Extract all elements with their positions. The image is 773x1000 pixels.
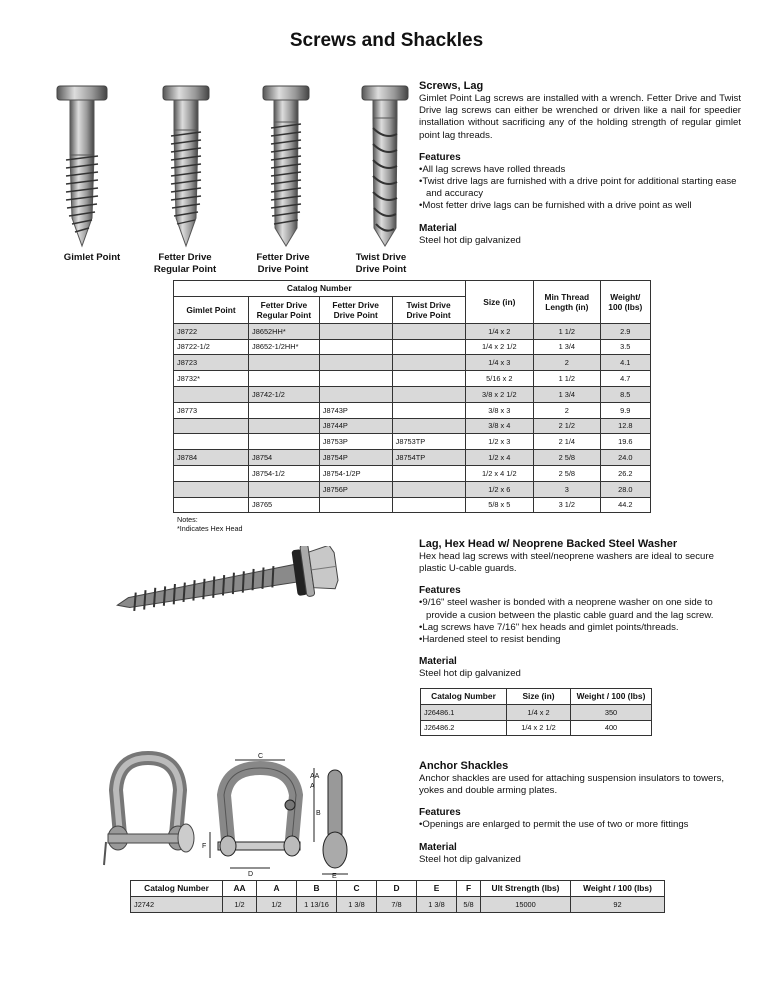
table-cell: [249, 418, 320, 434]
table-header: Size (in): [465, 281, 534, 324]
screw-caption-twist-drive: Twist Drive Drive Point: [355, 252, 407, 275]
table-cell: [174, 434, 249, 450]
table-cell: 350: [571, 704, 652, 720]
table-cell: [392, 465, 465, 481]
table-cell: 24.0: [600, 450, 650, 466]
table-cell: [319, 386, 392, 402]
table-header: Twist Drive Drive Point: [392, 296, 465, 323]
table-cell: J8743P: [319, 402, 392, 418]
list-item: • Hardened steel to resist bending: [419, 634, 741, 646]
table-row: [421, 720, 652, 736]
table-cell: 26.2: [600, 465, 650, 481]
table-cell: [392, 371, 465, 387]
table-cell: J8744P: [319, 418, 392, 434]
hex-title: Lag, Hex Head w/ Neoprene Backed Steel Washer: [419, 538, 678, 550]
table-cell: J8723: [174, 355, 249, 371]
lag-features-heading: Features: [419, 151, 461, 163]
shackle-description: Anchor shackles are used for attaching suspension insulators to towers, yokes and double arming plates.: [419, 773, 725, 797]
table-cell: 4.7: [600, 371, 650, 387]
shackle-title: Anchor Shackles: [419, 760, 509, 772]
table-row: [174, 434, 651, 450]
lag-material-heading: Material: [419, 222, 457, 234]
table-header: Fetter Drive Drive Point: [319, 296, 392, 323]
table-row: [174, 418, 651, 434]
anchor-shackle-illustration: [100, 750, 360, 880]
table-cell: [319, 339, 392, 355]
hex-section: [419, 538, 741, 680]
table-cell: 1 3/8: [417, 896, 457, 912]
table-cell: J8784: [174, 450, 249, 466]
screw-caption-fetter-drive: Fetter Drive Drive Point: [256, 252, 310, 275]
table-cell: [174, 465, 249, 481]
table-cell: [174, 481, 249, 497]
lag-notes: [177, 515, 243, 533]
table-header: D: [377, 881, 417, 897]
table-cell: [319, 355, 392, 371]
gimlet-point-screw-image: [57, 86, 107, 246]
table-cell: 12.8: [600, 418, 650, 434]
list-item: • Most fetter drive lags can be furnished with a drive point as well: [419, 200, 741, 212]
table-cell: [249, 434, 320, 450]
table-cell: 1 1/2: [534, 323, 600, 339]
table-cell: J2742: [131, 896, 223, 912]
table-cell: 92: [571, 896, 665, 912]
table-row: [174, 497, 651, 513]
table-header: B: [297, 881, 337, 897]
table-cell: 1/2 x 6: [465, 481, 534, 497]
table-row: [174, 355, 651, 371]
table-cell: 1 3/8: [337, 896, 377, 912]
hex-features-heading: Features: [419, 585, 461, 597]
table-cell: 3/8 x 2 1/2: [465, 386, 534, 402]
screw-caption-gimlet: Gimlet Point: [63, 252, 121, 263]
table-cell: [174, 386, 249, 402]
diagram-label-d: D: [248, 871, 254, 878]
table-cell: 1/4 x 2: [507, 704, 571, 720]
table-cell: 4.1: [600, 355, 650, 371]
anchor-shackle-photo: [104, 758, 194, 865]
table-header: Catalog Number: [421, 689, 507, 705]
table-row: [174, 402, 651, 418]
table-header: AA: [223, 881, 257, 897]
table-cell: J8765: [249, 497, 320, 513]
table-row: [174, 339, 651, 355]
table-cell: 3/8 x 3: [465, 402, 534, 418]
hex-catalog-table: [420, 688, 652, 736]
table-cell: 2 1/2: [534, 418, 600, 434]
table-cell: 44.2: [600, 497, 650, 513]
table-cell: 3.5: [600, 339, 650, 355]
list-item: • Lag screws have 7/16" hex heads and gimlet points/threads.: [419, 622, 741, 634]
table-cell: J8753P: [319, 434, 392, 450]
hex-material-heading: Material: [419, 656, 457, 668]
table-cell: 2 5/8: [534, 465, 600, 481]
lag-material-text: Steel hot dip galvanized: [419, 234, 521, 246]
table-header: E: [417, 881, 457, 897]
table-cell: 1/2: [223, 896, 257, 912]
shackle-catalog-table: [130, 880, 665, 913]
table-cell: 19.6: [600, 434, 650, 450]
table-cell: 1 13/16: [297, 896, 337, 912]
table-header: Weight/ 100 (lbs): [600, 281, 650, 324]
table-cell: J8773: [174, 402, 249, 418]
table-header: Catalog Number: [131, 881, 223, 897]
table-cell: 1/4 x 3: [465, 355, 534, 371]
shackle-section: [419, 760, 741, 866]
shackle-features-heading: Features: [419, 807, 461, 819]
diagram-label-c: C: [258, 753, 264, 760]
table-cell: [319, 497, 392, 513]
table-cell: 2 5/8: [534, 450, 600, 466]
table-cell: 1/4 x 2 1/2: [507, 720, 571, 736]
hex-features-list: [419, 597, 741, 646]
table-row: [421, 704, 652, 720]
table-cell: [174, 497, 249, 513]
table-cell: [249, 371, 320, 387]
table-cell: 1/2 x 3: [465, 434, 534, 450]
twist-drive-drive-point-screw-image: [362, 86, 408, 246]
table-cell: [319, 371, 392, 387]
table-cell: J8754P: [319, 450, 392, 466]
list-item: • 9/16" steel washer is bonded with a neoprene washer on one side to provide a cusion between the plastic cable guard and the lag screw.: [419, 597, 741, 621]
lag-section: [419, 80, 741, 247]
table-cell: 1/4 x 2: [465, 323, 534, 339]
table-cell: [249, 402, 320, 418]
table-cell: J8754TP: [392, 450, 465, 466]
table-cell: J8732*: [174, 371, 249, 387]
table-cell: 2: [534, 355, 600, 371]
table-cell: 400: [571, 720, 652, 736]
table-cell: 3/8 x 4: [465, 418, 534, 434]
table-cell: 1 3/4: [534, 386, 600, 402]
table-cell: J8756P: [319, 481, 392, 497]
table-header: Size (in): [507, 689, 571, 705]
table-cell: J8722: [174, 323, 249, 339]
lag-screws-illustration: [50, 78, 420, 253]
table-cell: [392, 339, 465, 355]
table-cell: 1/2 x 4 1/2: [465, 465, 534, 481]
table-cell: 8.5: [600, 386, 650, 402]
table-cell: 5/8 x 5: [465, 497, 534, 513]
notes-heading: Notes:: [177, 515, 198, 524]
table-cell: [174, 418, 249, 434]
table-cell: J26486.1: [421, 704, 507, 720]
table-cell: 7/8: [377, 896, 417, 912]
table-cell: 1/2: [257, 896, 297, 912]
shackle-features-list: [419, 819, 741, 831]
table-row: [131, 896, 665, 912]
diagram-label-aa: AA: [310, 773, 320, 780]
table-cell: J8753TP: [392, 434, 465, 450]
list-item: • Openings are enlarged to permit the use of two or more fittings: [419, 819, 741, 831]
screw-caption-fetter-regular: Fetter Drive Regular Point: [153, 252, 217, 275]
lag-features-list: [419, 164, 741, 213]
table-header: Weight / 100 (lbs): [571, 881, 665, 897]
anchor-shackle-dimension-diagram: [210, 760, 348, 874]
table-cell: [392, 323, 465, 339]
table-cell: J8722-1/2: [174, 339, 249, 355]
hex-material-text: Steel hot dip galvanized: [419, 668, 521, 680]
table-cell: [392, 402, 465, 418]
page-title: Screws and Shackles: [289, 30, 484, 51]
table-row: [174, 371, 651, 387]
table-header: Min Thread Length (in): [534, 281, 600, 324]
hex-head-lag-screw-illustration: [105, 546, 345, 616]
table-header: F: [457, 881, 481, 897]
table-cell: J8754-1/2P: [319, 465, 392, 481]
table-cell: J8742-1/2: [249, 386, 320, 402]
table-header: A: [257, 881, 297, 897]
table-cell: 3 1/2: [534, 497, 600, 513]
table-row: [174, 481, 651, 497]
notes-text: *Indicates Hex Head: [177, 524, 243, 533]
list-item: • Twist drive lags are furnished with a drive point for additional starting ease and accuracy: [419, 176, 741, 200]
table-cell: [392, 386, 465, 402]
table-cell: [392, 418, 465, 434]
table-cell: [249, 355, 320, 371]
table-row: [174, 386, 651, 402]
fetter-drive-regular-point-screw-image: [163, 86, 209, 246]
table-header: Fetter Drive Regular Point: [249, 296, 320, 323]
table-cell: [249, 481, 320, 497]
table-row: [174, 450, 651, 466]
lag-catalog-table: [173, 280, 651, 513]
shackle-material-heading: Material: [419, 841, 457, 853]
table-cell: [392, 497, 465, 513]
table-header: Ult Strength (lbs): [481, 881, 571, 897]
table-cell: J8754: [249, 450, 320, 466]
fetter-drive-drive-point-screw-image: [263, 86, 309, 246]
lag-description: Gimlet Point Lag screws are installed with a wrench. Fetter Drive and Twist Drive lag screws can either be wrenched or driven like a nail for speedier installation without sacrificing any of the holding strength of regular gimlet point lag threads.: [419, 93, 741, 141]
table-cell: 1 1/2: [534, 371, 600, 387]
table-cell: [392, 481, 465, 497]
table-cell: J8652-1/2HH*: [249, 339, 320, 355]
table-row: [174, 323, 651, 339]
diagram-label-a: A: [310, 783, 315, 790]
table-cell: 2 1/4: [534, 434, 600, 450]
table-cell: J8652HH*: [249, 323, 320, 339]
table-cell: J8754-1/2: [249, 465, 320, 481]
table-cell: [392, 355, 465, 371]
table-cell: 28.0: [600, 481, 650, 497]
diagram-label-e: E: [332, 873, 337, 880]
diagram-label-b: B: [316, 810, 321, 817]
table-cell: [319, 323, 392, 339]
table-cell: J26486.2: [421, 720, 507, 736]
table-cell: 1 3/4: [534, 339, 600, 355]
table-cell: 15000: [481, 896, 571, 912]
hex-description: Hex head lag screws with steel/neoprene washers are ideal to secure plastic U-cable guards.: [419, 551, 714, 575]
table-header: Weight / 100 (lbs): [571, 689, 652, 705]
table-header: Gimlet Point: [174, 296, 249, 323]
table-cell: 2.9: [600, 323, 650, 339]
lag-title: Screws, Lag: [419, 80, 484, 92]
table-cell: 1/2 x 4: [465, 450, 534, 466]
shackle-material-text: Steel hot dip galvanized: [419, 853, 521, 865]
list-item: • All lag screws have rolled threads: [419, 164, 741, 176]
diagram-label-f: F: [202, 843, 207, 850]
table-cell: 1/4 x 2 1/2: [465, 339, 534, 355]
table-cell: 5/16 x 2: [465, 371, 534, 387]
table-cell: 3: [534, 481, 600, 497]
table-cell: 5/8: [457, 896, 481, 912]
table-row: [174, 465, 651, 481]
table-cell: 2: [534, 402, 600, 418]
table-header: C: [337, 881, 377, 897]
table-cell: 9.9: [600, 402, 650, 418]
table-group-header: Catalog Number: [174, 281, 466, 297]
